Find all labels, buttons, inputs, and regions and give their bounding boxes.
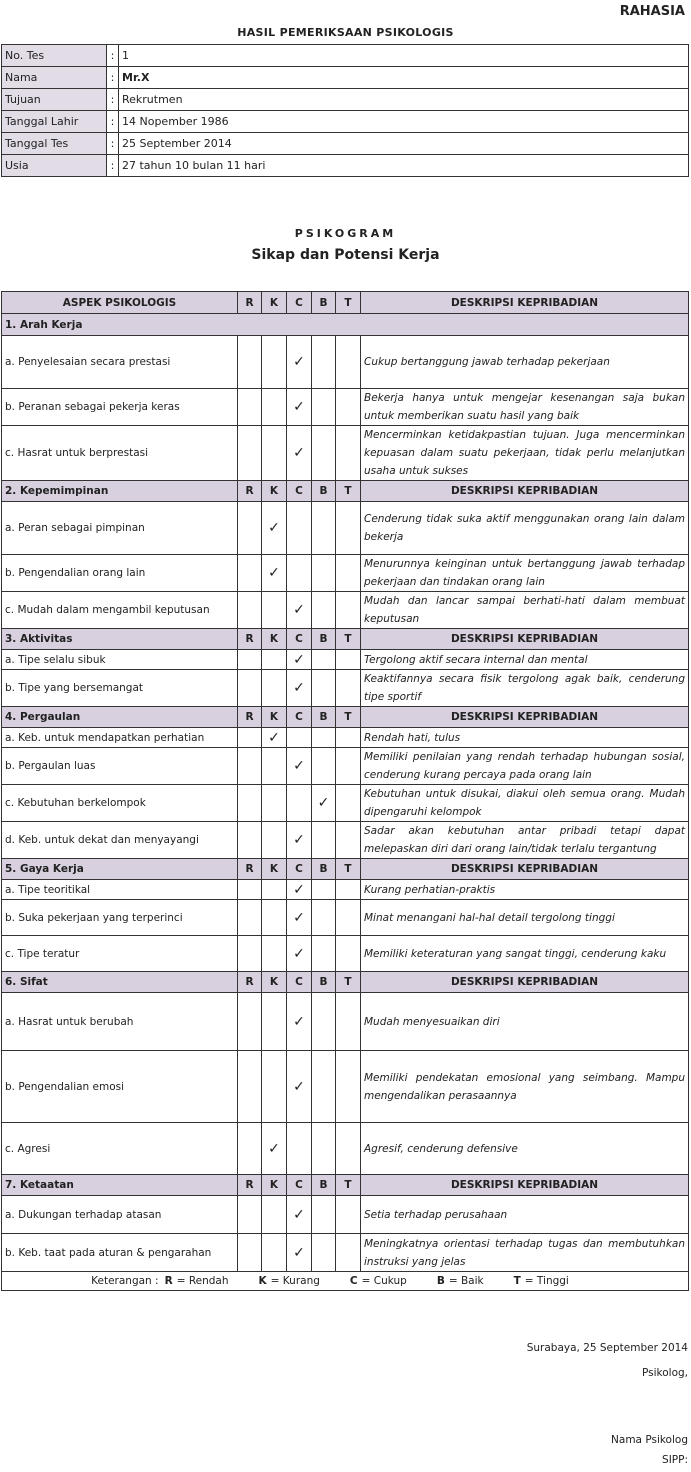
section-title: 3. Aktivitas [2,629,238,650]
check-icon: ✓ [293,832,305,848]
aspect-row [2,748,689,785]
description-text: Cukup bertanggung jawab terhadap pekerjaan [361,336,689,389]
identity-label: Tanggal Lahir [2,111,107,133]
aspect-row [2,1123,689,1175]
identity-row [2,133,689,155]
scale-header-b: B [312,629,336,650]
section-title: 4. Pergaulan [2,707,238,728]
description-text: Mudah menyesuaikan diri [361,993,689,1051]
aspect-row [2,900,689,936]
rating-cell-c [287,748,312,785]
rating-cell-t [336,555,361,592]
scale-header-b: B [312,859,336,880]
identity-row [2,45,689,67]
aspect-row [2,936,689,972]
rating-cell-t [336,785,361,822]
identity-value: 25 September 2014 [119,133,689,155]
check-icon: ✓ [293,680,305,696]
table-header-row [2,292,689,314]
rating-cell-b [312,502,336,555]
scale-header-k: K [262,707,287,728]
aspect-label: a. Peran sebagai pimpinan [2,502,238,555]
rating-cell-k [262,1196,287,1234]
legend-code: K [258,1275,267,1287]
rating-cell-k [262,1051,287,1123]
aspect-label: c. Kebutuhan berkelompok [2,785,238,822]
description-text: Keaktifannya secara fisik tergolong agak baik, cenderung tipe sportif [361,670,689,707]
rating-cell-t [336,1196,361,1234]
legend-entry [165,1275,229,1287]
scale-header-t: T [336,859,361,880]
rating-cell-r [238,336,262,389]
rating-cell-b [312,900,336,936]
rating-cell-r [238,592,262,629]
rating-cell-b [312,592,336,629]
scale-header-r: R [238,707,262,728]
rating-cell-r [238,822,262,859]
rating-cell-r [238,900,262,936]
description-text: Sadar akan kebutuhan antar pribadi tetapi dapat melepaskan diri dari orang lain/tidak terlalu tergantung [361,822,689,859]
rating-cell-c [287,880,312,900]
rating-cell-c [287,1051,312,1123]
legend-prefix: Keterangan : [91,1275,159,1287]
aspect-row [2,785,689,822]
legend [2,1272,689,1291]
scale-header-t: T [336,707,361,728]
rating-cell-c [287,728,312,748]
rating-cell-r [238,993,262,1051]
scale-header-c: C [287,481,312,502]
scale-header-c: C [287,972,312,993]
legend-entry [350,1275,407,1287]
identity-colon: : [107,111,119,133]
scale-header-c: C [287,707,312,728]
rating-cell-b [312,1196,336,1234]
check-icon: ✓ [293,1244,305,1261]
check-icon: ✓ [317,795,330,811]
identity-value: 1 [119,45,689,67]
aspect-row [2,555,689,592]
rating-cell-t [336,936,361,972]
rating-cell-c [287,389,312,426]
legend-code: C [349,1275,358,1287]
rating-cell-t [336,592,361,629]
scale-header-b: B [312,481,336,502]
identity-value: Rekrutmen [119,89,689,111]
identity-colon: : [107,89,119,111]
scale-header-r: R [238,859,262,880]
rating-cell-b [312,389,336,426]
rating-cell-b [312,822,336,859]
rating-cell-k [262,1234,287,1272]
aspect-label: b. Keb. taat pada aturan & pengarahan [2,1234,238,1272]
scale-header-c: C [287,629,312,650]
scale-header-r: R [238,481,262,502]
check-icon: ✓ [268,565,280,581]
rating-cell-t [336,670,361,707]
scale-header-t: T [336,1175,361,1196]
check-icon: ✓ [293,1078,305,1095]
identity-label: Usia [2,155,107,177]
rating-cell-t [336,389,361,426]
aspect-label: a. Tipe selalu sibuk [2,650,238,670]
identity-label: Tujuan [2,89,107,111]
confidential-label: RAHASIA [619,4,685,19]
rating-cell-b [312,670,336,707]
psikogram-title: PSIKOGRAM [294,227,397,240]
section-header-row [2,859,689,880]
rating-cell-b [312,555,336,592]
aspect-label: b. Tipe yang bersemangat [2,670,238,707]
description-text: Kebutuhan untuk disukai, diakui oleh semua orang. Mudah dipengaruhi kelompok [361,785,689,822]
description-text: Agresif, cenderung defensive [361,1123,689,1175]
description-text: Memiliki penilaian yang rendah terhadap hubungan sosial, cenderung kurang percaya pada orang lain [361,748,689,785]
description-text: Memiliki keteraturan yang sangat tinggi, cenderung kaku [361,936,689,972]
scale-header-r: R [238,292,262,314]
rating-cell-c [287,670,312,707]
rating-cell-k [262,822,287,859]
rating-cell-c [287,1196,312,1234]
aspect-row [2,1051,689,1123]
scale-header-k: K [262,292,287,314]
legend-text: = Tinggi [524,1275,569,1287]
signature-place-date: Surabaya, 25 September 2014 [526,1342,688,1354]
description-column-header: DESKRIPSI KEPRIBADIAN [361,1175,689,1196]
identity-label: Tanggal Tes [2,133,107,155]
aspect-label: c. Tipe teratur [2,936,238,972]
rating-cell-r [238,1051,262,1123]
rating-cell-c [287,900,312,936]
description-column-header: DESKRIPSI KEPRIBADIAN [361,707,689,728]
description-text: Menurunnya keinginan untuk bertanggung jawab terhadap pekerjaan dan tindakan orang lain [361,555,689,592]
legend-code: R [164,1275,173,1287]
check-icon: ✓ [293,1206,305,1223]
section-title: 2. Kepemimpinan [2,481,238,502]
rating-cell-b [312,728,336,748]
description-column-header: DESKRIPSI KEPRIBADIAN [361,972,689,993]
rating-cell-c [287,555,312,592]
section-title: 6. Sifat [2,972,238,993]
aspect-label: a. Keb. untuk mendapatkan perhatian [2,728,238,748]
identity-colon: : [107,45,119,67]
rating-cell-c [287,993,312,1051]
rating-cell-b [312,748,336,785]
rating-cell-t [336,426,361,481]
rating-cell-c [287,1234,312,1272]
rating-cell-t [336,336,361,389]
scale-header-c: C [287,1175,312,1196]
rating-cell-k [262,592,287,629]
scale-header-b: B [312,1175,336,1196]
description-column-header: DESKRIPSI KEPRIBADIAN [361,629,689,650]
scale-header-t: T [336,481,361,502]
description-text: Setia terhadap perusahaan [361,1196,689,1234]
legend-entry [514,1275,569,1287]
scale-header-k: K [262,972,287,993]
signature-role: Psikolog, [641,1367,688,1379]
rating-cell-k [262,670,287,707]
scale-header-b: B [312,972,336,993]
identity-table [1,44,689,177]
rating-cell-b [312,936,336,972]
section-header-row [2,972,689,993]
rating-cell-k [262,748,287,785]
identity-colon: : [107,67,119,89]
rating-cell-c [287,426,312,481]
rating-cell-b [312,1234,336,1272]
rating-cell-b [312,336,336,389]
aspect-row [2,670,689,707]
legend-text: = Kurang [270,1275,320,1287]
aspect-row [2,822,689,859]
scale-header-t: T [336,972,361,993]
scale-header-t: T [336,292,361,314]
check-icon: ✓ [268,1140,280,1157]
rating-cell-t [336,822,361,859]
rating-cell-k [262,650,287,670]
rating-cell-t [336,900,361,936]
section-header-row [2,707,689,728]
rating-cell-b [312,650,336,670]
rating-cell-r [238,728,262,748]
section-title: 7. Ketaatan [2,1175,238,1196]
aspect-row [2,389,689,426]
scale-header-c: C [287,292,312,314]
check-icon: ✓ [293,445,305,461]
rating-cell-r [238,880,262,900]
aspect-label: a. Penyelesaian secara prestasi [2,336,238,389]
rating-cell-b [312,1123,336,1175]
rating-cell-c [287,650,312,670]
check-icon: ✓ [293,1013,305,1030]
rating-cell-t [336,728,361,748]
rating-cell-r [238,502,262,555]
description-text: Bekerja hanya untuk mengejar kesenangan saja bukan untuk memberikan suatu hasil yang baik [361,389,689,426]
identity-value: Mr.X [119,67,689,89]
rating-cell-c [287,936,312,972]
description-text: Memiliki pendekatan emosional yang seimbang. Mampu mengendalikan perasaannya [361,1051,689,1123]
rating-cell-b [312,785,336,822]
section-header-row [2,481,689,502]
identity-row [2,67,689,89]
rating-cell-k [262,785,287,822]
check-icon: ✓ [293,602,305,618]
aspect-row [2,592,689,629]
scale-header-k: K [262,481,287,502]
rating-cell-t [336,1234,361,1272]
rating-cell-r [238,785,262,822]
rating-cell-k [262,336,287,389]
signature-name: Nama Psikolog [611,1434,688,1446]
rating-cell-t [336,880,361,900]
scale-header-k: K [262,629,287,650]
scale-header-t: T [336,629,361,650]
aspect-label: a. Dukungan terhadap atasan [2,1196,238,1234]
rating-cell-b [312,1051,336,1123]
section-header-row [2,1175,689,1196]
rating-cell-b [312,993,336,1051]
description-text: Mencerminkan ketidakpastian tujuan. Juga mencerminkan kepuasan dalam suatu pekerjaan, tidak perlu melanjutkan usaha untuk sukses [361,426,689,481]
rating-cell-c [287,502,312,555]
scale-header-r: R [238,972,262,993]
check-icon: ✓ [293,909,305,926]
aspect-label: c. Hasrat untuk berprestasi [2,426,238,481]
aspect-label: d. Keb. untuk dekat dan menyayangi [2,822,238,859]
rating-cell-k [262,880,287,900]
check-icon: ✓ [293,399,305,415]
legend-text: = Rendah [176,1275,229,1287]
aspect-label: b. Pengendalian emosi [2,1051,238,1123]
legend-code: T [513,1275,521,1287]
legend-row [2,1272,689,1291]
rating-cell-r [238,1234,262,1272]
rating-cell-b [312,880,336,900]
section-title: 1. Arah Kerja [2,314,689,336]
rating-cell-r [238,650,262,670]
rating-cell-r [238,1123,262,1175]
description-text: Mudah dan lancar sampai berhati-hati dalam membuat keputusan [361,592,689,629]
rating-cell-k [262,728,287,748]
identity-label: Nama [2,67,107,89]
description-text: Cenderung tidak suka aktif menggunakan orang lain dalam bekerja [361,502,689,555]
aspect-row [2,650,689,670]
aspect-label: b. Pergaulan luas [2,748,238,785]
identity-label: No. Tes [2,45,107,67]
identity-row [2,111,689,133]
rating-cell-k [262,1123,287,1175]
aspect-row [2,1196,689,1234]
identity-value: 27 tahun 10 bulan 11 hari [119,155,689,177]
rating-cell-c [287,336,312,389]
aspect-label: b. Suka pekerjaan yang terperinci [2,900,238,936]
description-column-header: DESKRIPSI KEPRIBADIAN [361,292,689,314]
rating-cell-r [238,389,262,426]
aspect-label: b. Pengendalian orang lain [2,555,238,592]
rating-cell-k [262,555,287,592]
description-column-header: DESKRIPSI KEPRIBADIAN [361,859,689,880]
section-title: 5. Gaya Kerja [2,859,238,880]
description-text: Kurang perhatian-praktis [361,880,689,900]
description-text: Minat menangani hal-hal detail tergolong tinggi [361,900,689,936]
legend-text: = Cukup [361,1275,407,1287]
rating-cell-r [238,670,262,707]
aspect-label: a. Tipe teoritikal [2,880,238,900]
rating-cell-c [287,1123,312,1175]
aspect-label: c. Mudah dalam mengambil keputusan [2,592,238,629]
description-text: Rendah hati, tulus [361,728,689,748]
check-icon: ✓ [293,881,305,898]
check-icon: ✓ [293,945,305,962]
aspect-row [2,336,689,389]
rating-cell-t [336,1123,361,1175]
rating-cell-r [238,555,262,592]
rating-cell-c [287,822,312,859]
identity-row [2,89,689,111]
check-icon: ✓ [268,520,280,536]
rating-cell-k [262,900,287,936]
psikogram-table [1,291,689,1291]
rating-cell-k [262,993,287,1051]
check-icon: ✓ [293,651,305,668]
identity-value: 14 Nopember 1986 [119,111,689,133]
document-title: HASIL PEMERIKSAAN PSIKOLOGIS [237,26,454,39]
rating-cell-k [262,426,287,481]
rating-cell-t [336,1051,361,1123]
legend-code: B [436,1275,445,1287]
check-icon: ✓ [293,354,305,370]
rating-cell-r [238,426,262,481]
rating-cell-r [238,748,262,785]
description-column-header: DESKRIPSI KEPRIBADIAN [361,481,689,502]
rating-cell-k [262,389,287,426]
rating-cell-c [287,592,312,629]
rating-cell-t [336,748,361,785]
scale-header-k: K [262,1175,287,1196]
aspect-column-header: ASPEK PSIKOLOGIS [2,292,238,314]
rating-cell-r [238,1196,262,1234]
section-header-row [2,629,689,650]
rating-cell-r [238,936,262,972]
rating-cell-c [287,785,312,822]
aspect-label: a. Hasrat untuk berubah [2,993,238,1051]
rating-cell-k [262,936,287,972]
scale-header-k: K [262,859,287,880]
description-text: Meningkatnya orientasi terhadap tugas dan membutuhkan instruksi yang jelas [361,1234,689,1272]
rating-cell-t [336,502,361,555]
scale-header-b: B [312,292,336,314]
psikogram-subtitle: Sikap dan Potensi Kerja [251,247,440,263]
aspect-row [2,502,689,555]
aspect-row [2,1234,689,1272]
scale-header-b: B [312,707,336,728]
aspect-label: c. Agresi [2,1123,238,1175]
check-icon: ✓ [293,758,305,774]
aspect-row [2,728,689,748]
legend-entry [259,1275,320,1287]
rating-cell-k [262,502,287,555]
scale-header-r: R [238,629,262,650]
aspect-label: b. Peranan sebagai pekerja keras [2,389,238,426]
aspect-row [2,993,689,1051]
rating-cell-t [336,650,361,670]
scale-header-c: C [287,859,312,880]
identity-colon: : [107,155,119,177]
description-text: Tergolong aktif secara internal dan mental [361,650,689,670]
check-icon: ✓ [268,729,280,746]
signature-sipp: SIPP: [662,1454,688,1466]
rating-cell-b [312,426,336,481]
legend-entry [437,1275,484,1287]
identity-colon: : [107,133,119,155]
legend-text: = Baik [448,1275,484,1287]
section-header-row [2,314,689,336]
aspect-row [2,880,689,900]
aspect-row [2,426,689,481]
rating-cell-t [336,993,361,1051]
identity-row [2,155,689,177]
scale-header-r: R [238,1175,262,1196]
